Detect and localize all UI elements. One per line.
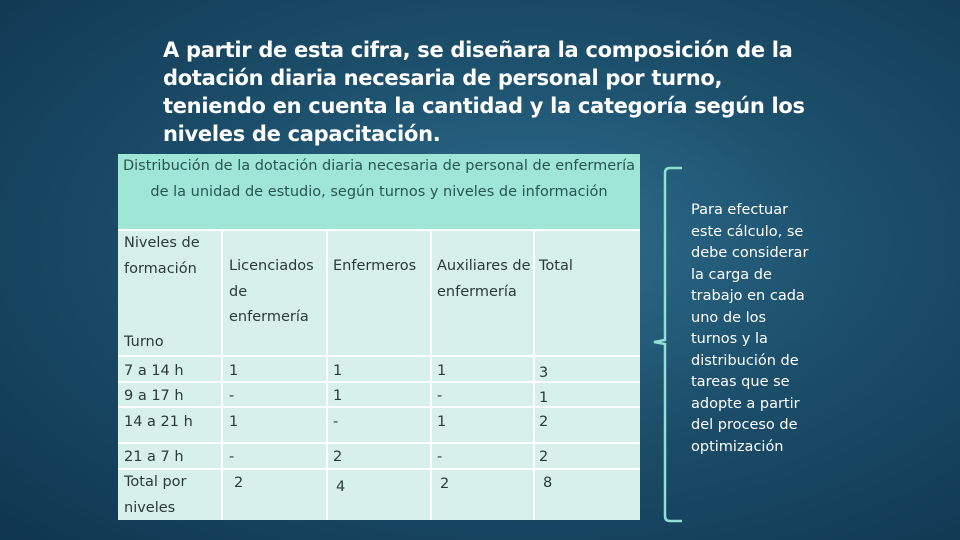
cell-value: 2: [234, 475, 244, 491]
slide-title: A partir de esta cifra, se diseñara la composición de la dotación diaria necesaria de personal por turno, teniendo en cuenta la cantidad y la categoría según los niveles de capacitación.: [163, 38, 805, 146]
row-label: 21 a 7 h: [124, 449, 184, 465]
table-caption: Distribución de la dotación diaria necesaria de personal de enfermería de la unidad de estudio, según turnos y niveles de información: [118, 154, 640, 230]
row-label: Total por niveles: [124, 474, 187, 516]
col-header-licenciados: Licenciados de enfermería: [229, 258, 314, 325]
cell-value: 3: [539, 365, 549, 381]
row-label: 7 a 14 h: [124, 363, 184, 379]
cell-value: 2: [539, 449, 549, 465]
cell-value: -: [229, 449, 235, 465]
cell-value: -: [437, 388, 443, 404]
table-divider: [118, 355, 640, 357]
table-divider: [118, 229, 640, 231]
row-label: 14 a 21 h: [124, 414, 193, 430]
row-label: 9 a 17 h: [124, 388, 184, 404]
cell-value: 1: [333, 363, 343, 379]
table-divider: [430, 229, 432, 520]
cell-value: -: [437, 449, 443, 465]
cell-value: 8: [543, 475, 553, 491]
table-divider: [533, 229, 535, 520]
staffing-table: [118, 154, 640, 520]
col-header-auxiliares: Auxiliares de enfermería: [437, 258, 531, 300]
table-divider: [118, 468, 640, 470]
table-divider: [118, 406, 640, 408]
col-header-total: Total: [539, 258, 573, 274]
cell-value: -: [333, 414, 339, 430]
header-niveles-formacion: Niveles de formación: [124, 235, 200, 277]
header-turno: Turno: [124, 334, 164, 350]
col-header-enfermeros: Enfermeros: [333, 258, 417, 274]
cell-value: 2: [333, 449, 343, 465]
left-bracket: [650, 164, 690, 526]
cell-value: 2: [440, 476, 450, 492]
side-note: Para efectuar este cálculo, se debe considerar la carga de trabajo en cada uno de los turnos y la distribución de tareas que se adopte a partir del proceso de optimización: [691, 202, 809, 455]
cell-value: 1: [229, 363, 239, 379]
cell-value: 1: [333, 388, 343, 404]
cell-value: 2: [539, 414, 549, 430]
cell-value: 1: [539, 390, 549, 406]
table-divider: [118, 442, 640, 444]
table-divider: [118, 381, 640, 383]
cell-value: 4: [336, 479, 346, 495]
cell-value: 1: [437, 414, 447, 430]
table-divider: [221, 229, 223, 520]
cell-value: 1: [437, 363, 447, 379]
table-divider: [326, 229, 328, 520]
cell-value: -: [229, 388, 235, 404]
cell-value: 1: [229, 414, 239, 430]
